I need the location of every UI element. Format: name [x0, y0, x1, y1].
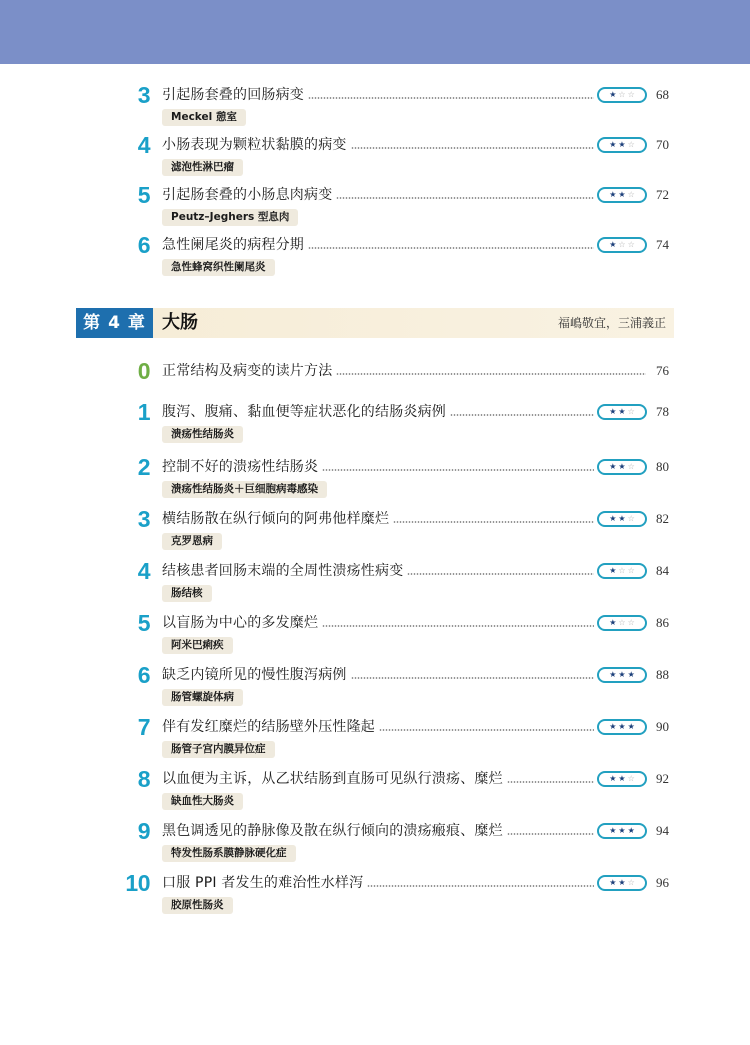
page-number: 92 — [656, 771, 669, 786]
chapter-number: 第 4 章 — [76, 308, 153, 338]
empty-star-icon: ☆ — [627, 774, 635, 783]
page-number: 90 — [656, 719, 669, 734]
page-number: 80 — [656, 459, 669, 474]
filled-star-icon: ★ — [627, 722, 635, 731]
chapter-title: 大肠 — [162, 312, 198, 333]
empty-star-icon: ☆ — [627, 140, 635, 149]
difficulty-rating — [597, 875, 647, 891]
entry-title: 腹泻、腹痛、黏血便等症状恶化的结肠炎病例 — [162, 404, 446, 420]
filled-star-icon: ★ — [609, 514, 617, 523]
empty-star-icon: ☆ — [627, 514, 635, 523]
diagnosis-tag: 急性蜂窝织性阑尾炎 — [162, 259, 275, 276]
page-number: 74 — [656, 237, 669, 252]
filled-star-icon: ★ — [627, 670, 635, 679]
entry-title: 口服 PPI 者发生的难治性水样泻 — [162, 875, 364, 891]
diagnosis-tag: Meckel 憩室 — [162, 109, 246, 126]
filled-star-icon: ★ — [618, 774, 626, 783]
entry-number: 0 — [137, 358, 150, 384]
filled-star-icon: ★ — [618, 407, 626, 416]
diagnosis-tag: 溃疡性结肠炎 — [162, 426, 243, 443]
page-number: 72 — [656, 187, 669, 202]
entry-number: 10 — [125, 870, 150, 896]
entry-number: 4 — [137, 132, 150, 158]
diagnosis-tag: 阿米巴痢疾 — [162, 637, 233, 654]
diagnosis-tag: 滤泡性淋巴瘤 — [162, 159, 243, 176]
filled-star-icon: ★ — [609, 826, 617, 835]
chapter-authors: 福嶋敬宜，三浦義正 — [557, 316, 666, 330]
filled-star-icon: ★ — [609, 618, 617, 627]
top-banner — [0, 0, 750, 64]
dot-leader — [393, 521, 594, 523]
empty-star-icon: ☆ — [627, 618, 635, 627]
chapter-header — [76, 308, 674, 338]
empty-star-icon: ☆ — [627, 566, 635, 575]
dot-leader — [379, 729, 594, 731]
filled-star-icon: ★ — [618, 722, 626, 731]
diagnosis-tag: 缺血性大肠炎 — [162, 793, 243, 810]
difficulty-rating — [597, 237, 647, 253]
filled-star-icon: ★ — [618, 826, 626, 835]
entry-title: 控制不好的溃疡性结肠炎 — [162, 459, 319, 475]
dot-leader — [507, 781, 594, 783]
entry-title: 正常结构及病变的读片方法 — [162, 363, 333, 379]
entry-number: 5 — [137, 610, 150, 636]
diagnosis-tag: 克罗恩病 — [162, 533, 222, 550]
empty-star-icon: ☆ — [618, 618, 626, 627]
entry-title: 引起肠套叠的回肠病变 — [162, 87, 304, 103]
filled-star-icon: ★ — [618, 878, 626, 887]
entry-title: 小肠表现为颗粒状黏膜的病变 — [162, 137, 347, 153]
diagnosis-tag: 肠管子宫内膜异位症 — [162, 741, 275, 758]
dot-leader — [351, 677, 594, 679]
empty-star-icon: ☆ — [618, 566, 626, 575]
dot-leader — [308, 247, 594, 249]
filled-star-icon: ★ — [609, 140, 617, 149]
page-number: 96 — [656, 875, 669, 890]
entry-number: 3 — [137, 506, 150, 532]
empty-star-icon: ☆ — [627, 407, 635, 416]
empty-star-icon: ☆ — [627, 90, 635, 99]
entry-number: 3 — [137, 82, 150, 108]
diagnosis-tag: 胶原性肠炎 — [162, 897, 233, 914]
dot-leader — [450, 414, 594, 416]
difficulty-rating — [597, 563, 647, 579]
difficulty-rating — [597, 137, 647, 153]
page-number: 70 — [656, 137, 669, 152]
page-number: 94 — [656, 823, 669, 838]
difficulty-rating — [597, 459, 647, 475]
entry-title: 伴有发红糜烂的结肠壁外压性隆起 — [162, 719, 375, 735]
empty-star-icon: ☆ — [627, 878, 635, 887]
dot-leader — [507, 833, 594, 835]
filled-star-icon: ★ — [618, 140, 626, 149]
entry-title: 横结肠散在纵行倾向的阿弗他样糜烂 — [162, 511, 390, 527]
filled-star-icon: ★ — [618, 670, 626, 679]
entry-title: 结核患者回肠末端的全周性溃疡性病变 — [162, 563, 404, 579]
filled-star-icon: ★ — [627, 826, 635, 835]
page-number: 82 — [656, 511, 669, 526]
filled-star-icon: ★ — [609, 670, 617, 679]
dot-leader — [367, 885, 594, 887]
entry-number: 2 — [137, 454, 150, 480]
page-number: 76 — [656, 363, 669, 378]
entry-number: 7 — [137, 714, 150, 740]
entry-title: 急性阑尾炎的病程分期 — [162, 237, 304, 253]
entry-title: 以血便为主诉，从乙状结肠到直肠可见纵行溃疡、糜烂 — [162, 771, 503, 787]
difficulty-rating — [597, 771, 647, 787]
empty-star-icon: ☆ — [627, 462, 635, 471]
diagnosis-tag: Peutz–Jeghers 型息肉 — [162, 209, 298, 226]
filled-star-icon: ★ — [609, 878, 617, 887]
difficulty-rating — [597, 87, 647, 103]
dot-leader — [351, 147, 594, 149]
diagnosis-tag: 溃疡性结肠炎＋巨细胞病毒感染 — [162, 481, 327, 498]
page-number: 88 — [656, 667, 669, 682]
entry-number: 5 — [137, 182, 150, 208]
entry-title: 以盲肠为中心的多发糜烂 — [162, 615, 319, 631]
filled-star-icon: ★ — [609, 90, 617, 99]
filled-star-icon: ★ — [609, 774, 617, 783]
empty-star-icon: ☆ — [618, 240, 626, 249]
difficulty-rating — [597, 404, 647, 420]
difficulty-rating — [597, 823, 647, 839]
difficulty-rating — [597, 511, 647, 527]
filled-star-icon: ★ — [609, 240, 617, 249]
empty-star-icon: ☆ — [627, 190, 635, 199]
filled-star-icon: ★ — [609, 190, 617, 199]
entry-number: 4 — [137, 558, 150, 584]
difficulty-rating — [597, 615, 647, 631]
empty-star-icon: ☆ — [618, 90, 626, 99]
diagnosis-tag: 肠结核 — [162, 585, 212, 602]
page-number: 84 — [656, 563, 669, 578]
entry-number: 6 — [137, 232, 150, 258]
difficulty-rating — [597, 667, 647, 683]
filled-star-icon: ★ — [609, 462, 617, 471]
filled-star-icon: ★ — [618, 190, 626, 199]
dot-leader — [336, 373, 646, 375]
dot-leader — [322, 469, 594, 471]
dot-leader — [336, 197, 594, 199]
entry-title: 缺乏内镜所见的慢性腹泻病例 — [162, 667, 347, 683]
entry-number: 1 — [137, 399, 150, 425]
entry-number: 8 — [137, 766, 150, 792]
entry-title: 引起肠套叠的小肠息肉病变 — [162, 187, 333, 203]
filled-star-icon: ★ — [609, 407, 617, 416]
difficulty-rating — [597, 719, 647, 735]
dot-leader — [407, 573, 594, 575]
page-number: 86 — [656, 615, 669, 630]
diagnosis-tag: 肠管螺旋体病 — [162, 689, 243, 706]
empty-star-icon: ☆ — [627, 240, 635, 249]
page-number: 78 — [656, 404, 669, 419]
filled-star-icon: ★ — [609, 566, 617, 575]
entry-number: 6 — [137, 662, 150, 688]
entry-title: 黑色调透见的静脉像及散在纵行倾向的溃疡瘢痕、糜烂 — [162, 823, 503, 839]
diagnosis-tag: 特发性肠系膜静脉硬化症 — [162, 845, 296, 862]
page-number: 68 — [656, 87, 669, 102]
difficulty-rating — [597, 187, 647, 203]
filled-star-icon: ★ — [618, 514, 626, 523]
filled-star-icon: ★ — [618, 462, 626, 471]
entry-number: 9 — [137, 818, 150, 844]
dot-leader — [308, 97, 594, 99]
filled-star-icon: ★ — [609, 722, 617, 731]
dot-leader — [322, 625, 594, 627]
